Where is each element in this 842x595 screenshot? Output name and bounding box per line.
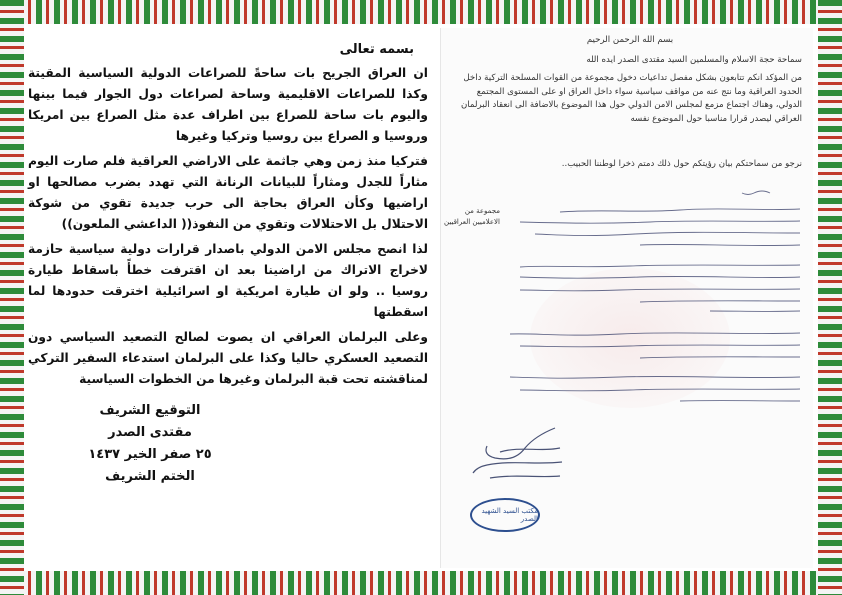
scan-request: نرجو من سماحتكم بيان رؤيتكم حول ذلك دمتم ذخرا لوطننا الحبيب..	[561, 159, 802, 169]
basmala-heading: بسمه تعالى	[339, 42, 414, 57]
paragraph-1: ان العراق الجريح بات ساحةً للصراعات الدولية السياسية المقيتة وكذا للصراعات الاقليمية وساحة لصراعات دول الجوار فيما بينها واليوم بات ساحة للصراع بين اطراف عدة مثل الصراع بين امريكا وروسيا و الصراع بين روسيا وتركيا وغيرها	[28, 66, 428, 143]
decorative-border-left	[0, 0, 24, 595]
handwritten-reply	[500, 183, 810, 433]
signature-block	[60, 400, 240, 488]
stamp-text: مكتب السيد الشهيد الصدر	[481, 507, 538, 523]
office-seal-stamp	[470, 498, 540, 532]
handwritten-signature	[460, 418, 580, 498]
scanned-document	[440, 28, 812, 568]
scan-question: من المؤكد انكم تتابعون بشكل مفصل تداعيات دخول مجموعة من القوات المسلحة التركية داخل الحدود العراقية وما نتج عنه من مواقف سياسية سواء داخل العراق او على المستوى المجتمع الدولي، وهناك اجتماع مزمع لمجلس الامن الدولي حول هذا الموضوع بالاضافة الى انعقاد البرلمان العراقي ليصدر قرارا مناسبا حول الموضوع نفسه	[460, 73, 802, 124]
decorative-border-bottom	[0, 571, 842, 595]
paragraph-3: لذا انصح مجلس الامن الدولي باصدار قرارات دولية سياسية حازمة لاخراج الاتراك من اراضينا بعد ان اقترفت خطأً باسقاط طيارة روسيا .. ولو ان طيارة امريكية او اسرائيلية اخترقت حدودها لما اسقطتها	[28, 242, 428, 319]
signature-date: ٢٥ صفر الخير ١٤٣٧	[88, 447, 212, 462]
scan-sender: مجموعة من الاعلاميين العراقيين	[444, 207, 500, 226]
signature-caption: التوقيع الشريف	[99, 403, 201, 418]
seal-caption: الختم الشريف	[105, 469, 195, 484]
scan-salutation: سماحة حجة الاسلام والمسلمين السيد مقتدى الصدر ايده الله	[586, 55, 802, 65]
decorative-border-right	[818, 0, 842, 595]
signer-name: مقتدى الصدر	[108, 425, 192, 440]
paragraph-4: وعلى البرلمان العراقي ان يصوت لصالح التصعيد السياسي دون التصعيد العسكري حاليا وكذا على البرلمان استدعاء السفير التركي لمناقشته تحت قبة البرلمان وغيرها من الخطوات السياسية	[28, 330, 428, 386]
scan-basmala: بسم الله الرحمن الرحيم	[586, 35, 674, 45]
decorative-border-top	[0, 0, 842, 24]
paragraph-2: فتركيا منذ زمن وهي جاثمة على الاراضي العراقية فلم صارت اليوم مثاراً للجدل ومثاراً للبيانات الرنانة التي تهدد بضرب مصالحها او اراضيها وكأن العراق بحاجة الى حرب جديدة تقوي من شوكة الاحتلال بل الاحتلالات وتقوي من النفوذ(( الداعشي الملعون))	[28, 154, 428, 231]
